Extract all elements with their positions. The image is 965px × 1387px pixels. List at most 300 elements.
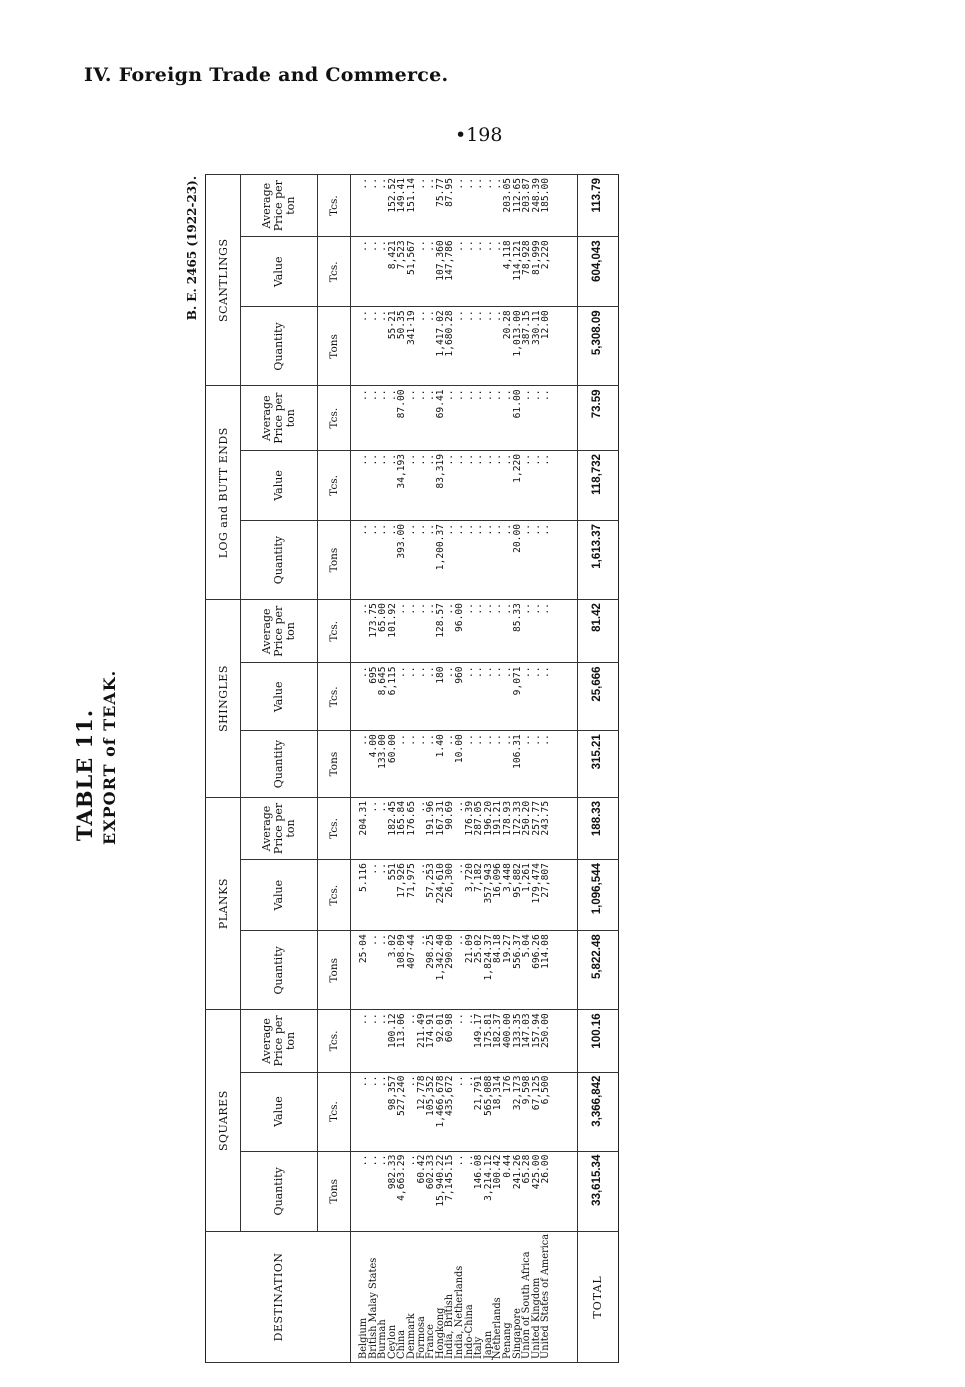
cell-value: .. xyxy=(426,307,436,386)
cell-value: 250.00 xyxy=(541,1010,551,1072)
cell-value: 21.09 xyxy=(465,931,475,1010)
cell-value: 257.77 xyxy=(532,797,542,859)
cell-value: 7,523 xyxy=(397,237,407,307)
cell-value: 174.91 xyxy=(426,1010,436,1072)
cell-value: 18,314 xyxy=(493,1072,503,1151)
cell-value: .. xyxy=(445,386,455,450)
cell-value: 695 xyxy=(369,663,379,731)
page-number: •198 xyxy=(455,124,503,146)
cell-value: .. xyxy=(426,520,436,599)
export-table-area xyxy=(183,174,773,1363)
cell-value: .. xyxy=(465,1151,475,1231)
cell-value: 5.116 xyxy=(351,860,369,931)
cell-value: .. xyxy=(532,731,542,798)
cell-value: 435,672 xyxy=(445,1072,455,1151)
cell-value: .. xyxy=(445,450,455,520)
cell-value: .. xyxy=(407,1010,417,1072)
destination-name: Singapore xyxy=(513,1231,523,1362)
cell-value: .. xyxy=(484,663,494,731)
unit-label: Tons xyxy=(318,307,351,386)
cell-value: 149.41 xyxy=(397,175,407,237)
cell-value: .. xyxy=(426,450,436,520)
cell-value: .. xyxy=(397,731,407,798)
cell-value: 113.06 xyxy=(397,1010,407,1072)
cell-value: 176.39 xyxy=(465,797,475,859)
destination-name: India, Netherlands xyxy=(455,1231,465,1362)
cell-value: .. xyxy=(465,450,475,520)
cell-value: .. xyxy=(465,663,475,731)
cell-value: .. xyxy=(351,520,369,599)
unit-label: Tcs. xyxy=(318,663,351,731)
cell-value: .. xyxy=(351,237,369,307)
cell-value: .. xyxy=(417,731,427,798)
cell-value: .. xyxy=(522,450,532,520)
subhead: Average Price per ton xyxy=(241,386,318,450)
cell-value: .. xyxy=(351,1010,369,1072)
cell-value: 290.00 xyxy=(445,931,455,1010)
cell-value: 167.31 xyxy=(436,797,446,859)
table-number: TABLE 11. xyxy=(72,708,97,842)
total-value: 73.59 xyxy=(577,386,618,450)
cell-value: .. xyxy=(465,386,475,450)
cell-value: .. xyxy=(484,520,494,599)
cell-value: .. xyxy=(369,520,379,599)
cell-value: .. xyxy=(522,520,532,599)
cell-value: .. xyxy=(532,450,542,520)
cell-value: 176.65 xyxy=(407,797,417,859)
cell-value: .. xyxy=(445,663,455,731)
cell-value: 180 xyxy=(436,663,446,731)
cell-value: .. xyxy=(465,520,475,599)
cell-value: 149.17 xyxy=(474,1010,484,1072)
cell-value: .. xyxy=(445,600,455,663)
cell-value: 152.52 xyxy=(388,175,398,237)
cell-value: 9,598 xyxy=(522,1072,532,1151)
table-row xyxy=(493,175,503,1363)
table-row xyxy=(541,175,551,1363)
unit-label: Tcs. xyxy=(318,175,351,237)
cell-value: 330.11 xyxy=(532,307,542,386)
cell-value: .. xyxy=(417,931,427,1010)
cell-value: 57,253 xyxy=(426,860,436,931)
cell-value: 50.35 xyxy=(397,307,407,386)
cell-value: 176 xyxy=(503,1072,513,1151)
cell-value: 27,807 xyxy=(541,860,551,931)
cell-value: 12.00 xyxy=(541,307,551,386)
cell-value: .. xyxy=(397,663,407,731)
destination-header: DESTINATION xyxy=(206,1231,351,1362)
destination-name: Belgium xyxy=(351,1231,369,1362)
destination-name: Penang xyxy=(503,1231,513,1362)
cell-value: 3,214.12 xyxy=(484,1151,494,1231)
cell-value: .. xyxy=(426,237,436,307)
cell-value: 71,975 xyxy=(407,860,417,931)
cell-value: .. xyxy=(378,1010,388,1072)
cell-value: 6,500 xyxy=(541,1072,551,1151)
cell-value: .. xyxy=(484,307,494,386)
total-value: 81.42 xyxy=(577,600,618,663)
total-value: 25,666 xyxy=(577,663,618,731)
cell-value: .. xyxy=(532,600,542,663)
cell-value: 241.26 xyxy=(513,1151,523,1231)
destination-name: British Malay States xyxy=(369,1231,379,1362)
group-header: SHINGLES xyxy=(206,600,241,798)
cell-value: 147.03 xyxy=(522,1010,532,1072)
total-value: 3,366,842 xyxy=(577,1072,618,1151)
cell-value: 4.00 xyxy=(369,731,379,798)
total-value: 118,732 xyxy=(577,450,618,520)
cell-value: .. xyxy=(378,450,388,520)
cell-value: 3.02 xyxy=(388,931,398,1010)
cell-value: .. xyxy=(493,600,503,663)
destination-name: India, British xyxy=(445,1231,455,1362)
subhead: Value xyxy=(241,237,318,307)
cell-value: 25.02 xyxy=(474,931,484,1010)
cell-value: .. xyxy=(493,237,503,307)
cell-value: .. xyxy=(455,1010,465,1072)
subhead: Value xyxy=(241,450,318,520)
cell-value: 87.00 xyxy=(397,386,407,450)
cell-value: 182.45 xyxy=(388,797,398,859)
cell-value: .. xyxy=(417,175,427,237)
subhead: Value xyxy=(241,1072,318,1151)
cell-value: .. xyxy=(369,797,379,859)
cell-value: .. xyxy=(522,386,532,450)
cell-value: 114,121 xyxy=(513,237,523,307)
cell-value: 1,200.37 xyxy=(436,520,446,599)
cell-value: .. xyxy=(484,237,494,307)
cell-value: 196.20 xyxy=(484,797,494,859)
teak-export-table xyxy=(205,174,619,1363)
cell-value: 98,357 xyxy=(388,1072,398,1151)
cell-value: .. xyxy=(484,386,494,450)
cell-value: 107,360 xyxy=(436,237,446,307)
cell-value: .. xyxy=(378,237,388,307)
cell-value: 185.00 xyxy=(541,175,551,237)
cell-value: 982.33 xyxy=(388,1151,398,1231)
cell-value: .. xyxy=(351,731,369,798)
destination-name: Denmark xyxy=(407,1231,417,1362)
total-value: 1,613.37 xyxy=(577,520,618,599)
cell-value: 179,474 xyxy=(532,860,542,931)
cell-value: .. xyxy=(426,175,436,237)
cell-value: 173.75 xyxy=(369,600,379,663)
unit-label: Tons xyxy=(318,520,351,599)
cell-value: .. xyxy=(465,600,475,663)
cell-value: 407·44 xyxy=(407,931,417,1010)
cell-value: .. xyxy=(474,237,484,307)
total-value: 5,308.09 xyxy=(577,307,618,386)
cell-value: .. xyxy=(493,663,503,731)
cell-value: .. xyxy=(426,663,436,731)
cell-value: .. xyxy=(351,663,369,731)
cell-value: .. xyxy=(351,307,369,386)
cell-value: .. xyxy=(541,450,551,520)
cell-value: 1,261 xyxy=(522,860,532,931)
cell-value: .. xyxy=(493,386,503,450)
cell-value: 224,610 xyxy=(436,860,446,931)
cell-value: .. xyxy=(455,307,465,386)
cell-value: 8,421 xyxy=(388,237,398,307)
cell-value: .. xyxy=(455,175,465,237)
cell-value: 1,824.37 xyxy=(484,931,494,1010)
cell-value: 191.21 xyxy=(493,797,503,859)
cell-value: 114.08 xyxy=(541,931,551,1010)
cell-value: 20.28 xyxy=(503,307,513,386)
cell-value: 60.42 xyxy=(417,1151,427,1231)
cell-value: 341·19 xyxy=(407,307,417,386)
cell-value: .. xyxy=(522,663,532,731)
cell-value: .. xyxy=(455,1151,465,1231)
cell-value: 10.00 xyxy=(455,731,465,798)
total-value: 113.79 xyxy=(577,175,618,237)
cell-value: .. xyxy=(417,520,427,599)
cell-value: 4,118 xyxy=(503,237,513,307)
cell-value: 191.96 xyxy=(426,797,436,859)
cell-value: .. xyxy=(484,731,494,798)
cell-value: .. xyxy=(351,386,369,450)
cell-value: 3,720 xyxy=(465,860,475,931)
cell-value: 21,791 xyxy=(474,1072,484,1151)
cell-value: .. xyxy=(465,1072,475,1151)
cell-value: .. xyxy=(426,600,436,663)
cell-value: 5.04 xyxy=(522,931,532,1010)
cell-value: 527,240 xyxy=(397,1072,407,1151)
cell-value: .. xyxy=(522,731,532,798)
cell-value: 243.75 xyxy=(541,797,551,859)
cell-value: 565,088 xyxy=(484,1072,494,1151)
cell-value: .. xyxy=(465,237,475,307)
destination-name: United Kingdom xyxy=(532,1231,542,1362)
cell-value: .. xyxy=(541,386,551,450)
table-row xyxy=(513,175,523,1363)
cell-value: .. xyxy=(378,931,388,1010)
spacer-row xyxy=(551,175,578,1363)
cell-value: .. xyxy=(503,386,513,450)
cell-value: .. xyxy=(465,307,475,386)
cell-value: .. xyxy=(426,731,436,798)
cell-value: .. xyxy=(369,175,379,237)
cell-value: 101.92 xyxy=(388,600,398,663)
cell-value: .. xyxy=(465,175,475,237)
cell-value: 3,448 xyxy=(503,860,513,931)
cell-value: .. xyxy=(369,450,379,520)
cell-value: 551 xyxy=(388,860,398,931)
cell-value: .. xyxy=(407,520,417,599)
cell-value: 61.00 xyxy=(513,386,523,450)
unit-label: Tcs. xyxy=(318,1072,351,1151)
cell-value: .. xyxy=(369,1151,379,1231)
destination-name: Italy xyxy=(474,1231,484,1362)
cell-value: .. xyxy=(474,386,484,450)
cell-value: 26.00 xyxy=(541,1151,551,1231)
cell-value: .. xyxy=(455,386,465,450)
cell-value: 92.01 xyxy=(436,1010,446,1072)
cell-value: .. xyxy=(369,307,379,386)
cell-value: 133.00 xyxy=(378,731,388,798)
cell-value: 32,173 xyxy=(513,1072,523,1151)
total-value: 1,096,544 xyxy=(577,860,618,931)
cell-value: 9,071 xyxy=(513,663,523,731)
destination-name: France xyxy=(426,1231,436,1362)
cell-value: .. xyxy=(388,450,398,520)
destination-name: Hongkong xyxy=(436,1231,446,1362)
cell-value: 425.00 xyxy=(532,1151,542,1231)
cell-value: 7,182 xyxy=(474,860,484,931)
cell-value: 19.27 xyxy=(503,931,513,1010)
table-row xyxy=(407,175,417,1363)
group-header: SCANTLINGS xyxy=(206,175,241,386)
cell-value: 147,786 xyxy=(445,237,455,307)
cell-value: 1,342.40 xyxy=(436,931,446,1010)
cell-value: .. xyxy=(388,386,398,450)
cell-value: .. xyxy=(407,663,417,731)
cell-value: 112.65 xyxy=(513,175,523,237)
cell-value: .. xyxy=(417,663,427,731)
cell-value: 81,999 xyxy=(532,237,542,307)
subhead: Value xyxy=(241,860,318,931)
group-header: SQUARES xyxy=(206,1010,241,1232)
cell-value: 105,352 xyxy=(426,1072,436,1151)
cell-value: 1,220 xyxy=(513,450,523,520)
cell-value: .. xyxy=(455,797,465,859)
cell-value: 100.42 xyxy=(493,1151,503,1231)
unit-label: Tcs. xyxy=(318,386,351,450)
cell-value: 357,943 xyxy=(484,860,494,931)
cell-value: .. xyxy=(417,450,427,520)
cell-value: .. xyxy=(426,386,436,450)
cell-value: 84.18 xyxy=(493,931,503,1010)
cell-value: .. xyxy=(369,386,379,450)
cell-value: .. xyxy=(407,386,417,450)
cell-value: .. xyxy=(378,1072,388,1151)
cell-value: .. xyxy=(397,600,407,663)
subhead: Average Price per ton xyxy=(241,175,318,237)
cell-value: 182.37 xyxy=(493,1010,503,1072)
cell-value: .. xyxy=(369,1072,379,1151)
destination-name: Ceylon xyxy=(388,1231,398,1362)
cell-value: .. xyxy=(445,731,455,798)
table-title xyxy=(72,669,132,845)
cell-value: .. xyxy=(541,663,551,731)
cell-value: .. xyxy=(493,450,503,520)
cell-value: 203.87 xyxy=(522,175,532,237)
cell-value: .. xyxy=(455,450,465,520)
subhead: Value xyxy=(241,663,318,731)
cell-value: .. xyxy=(493,175,503,237)
cell-value: .. xyxy=(484,450,494,520)
cell-value: .. xyxy=(541,520,551,599)
cell-value: .. xyxy=(417,237,427,307)
unit-label: Tcs. xyxy=(318,860,351,931)
cell-value: .. xyxy=(503,520,513,599)
cell-value: 16,096 xyxy=(493,860,503,931)
cell-value: .. xyxy=(369,860,379,931)
cell-value: .. xyxy=(474,175,484,237)
cell-value: .. xyxy=(465,1010,475,1072)
cell-value: .. xyxy=(474,600,484,663)
total-value: 33,615.34 xyxy=(577,1151,618,1231)
cell-value: 1,466,678 xyxy=(436,1072,446,1151)
cell-value: 1.40 xyxy=(436,731,446,798)
cell-value: 178.93 xyxy=(503,797,513,859)
subhead: Quantity xyxy=(241,731,318,798)
cell-value: 55·21 xyxy=(388,307,398,386)
cell-value: .. xyxy=(474,520,484,599)
cell-value: .. xyxy=(532,520,542,599)
cell-value: .. xyxy=(474,450,484,520)
unit-label: Tcs. xyxy=(318,1010,351,1072)
cell-value: 696.26 xyxy=(532,931,542,1010)
cell-value: 12,778 xyxy=(417,1072,427,1151)
cell-value: 7,145.15 xyxy=(445,1151,455,1231)
cell-value: 287.05 xyxy=(474,797,484,859)
cell-value: 20.00 xyxy=(513,520,523,599)
table-row xyxy=(445,175,455,1363)
cell-value: 6,115 xyxy=(388,663,398,731)
cell-value: .. xyxy=(378,386,388,450)
cell-value: 60.98 xyxy=(445,1010,455,1072)
total-value: 100.16 xyxy=(577,1010,618,1072)
section-heading: IV. Foreign Trade and Commerce. xyxy=(84,64,449,86)
cell-value: .. xyxy=(407,450,417,520)
cell-value: 87.95 xyxy=(445,175,455,237)
cell-value: 78,928 xyxy=(522,237,532,307)
cell-value: 65.00 xyxy=(378,600,388,663)
cell-value: .. xyxy=(378,1151,388,1231)
cell-value: .. xyxy=(407,600,417,663)
cell-value: .. xyxy=(503,731,513,798)
total-value: 5,822.48 xyxy=(577,931,618,1010)
cell-value: 75.77 xyxy=(436,175,446,237)
destination-name: United States of America xyxy=(541,1231,551,1362)
cell-value: .. xyxy=(378,860,388,931)
subhead: Quantity xyxy=(241,1151,318,1231)
cell-value: .. xyxy=(378,307,388,386)
table-row xyxy=(351,175,369,1363)
cell-value: 1,680.28 xyxy=(445,307,455,386)
cell-value: 95,882 xyxy=(513,860,523,931)
cell-value: .. xyxy=(522,600,532,663)
era-reference: B. E. 2465 (1922-23). xyxy=(185,176,199,321)
cell-value: .. xyxy=(351,450,369,520)
cell-value: .. xyxy=(503,450,513,520)
cell-value: .. xyxy=(351,1072,369,1151)
destination-name: Japan xyxy=(484,1231,494,1362)
cell-value: 67,125 xyxy=(532,1072,542,1151)
cell-value: 165.84 xyxy=(397,797,407,859)
cell-value: .. xyxy=(484,600,494,663)
cell-value: .. xyxy=(351,1151,369,1231)
cell-value: 17,926 xyxy=(397,860,407,931)
table-caption: EXPORT of TEAK. xyxy=(100,669,119,845)
cell-value: .. xyxy=(369,931,379,1010)
cell-value: 133.35 xyxy=(513,1010,523,1072)
cell-value: 69.41 xyxy=(436,386,446,450)
table-row xyxy=(532,175,542,1363)
cell-value: .. xyxy=(474,663,484,731)
cell-value: 1,013.00 xyxy=(513,307,523,386)
total-value: 604,043 xyxy=(577,237,618,307)
destination-name: Netherlands xyxy=(493,1231,503,1362)
cell-value: 400.00 xyxy=(503,1010,513,1072)
unit-label: Tons xyxy=(318,931,351,1010)
destination-name: Union of South Africa xyxy=(522,1231,532,1362)
cell-value: 34,193 xyxy=(397,450,407,520)
cell-value: 96.00 xyxy=(455,600,465,663)
cell-value: .. xyxy=(541,600,551,663)
cell-value: 0.44 xyxy=(503,1151,513,1231)
